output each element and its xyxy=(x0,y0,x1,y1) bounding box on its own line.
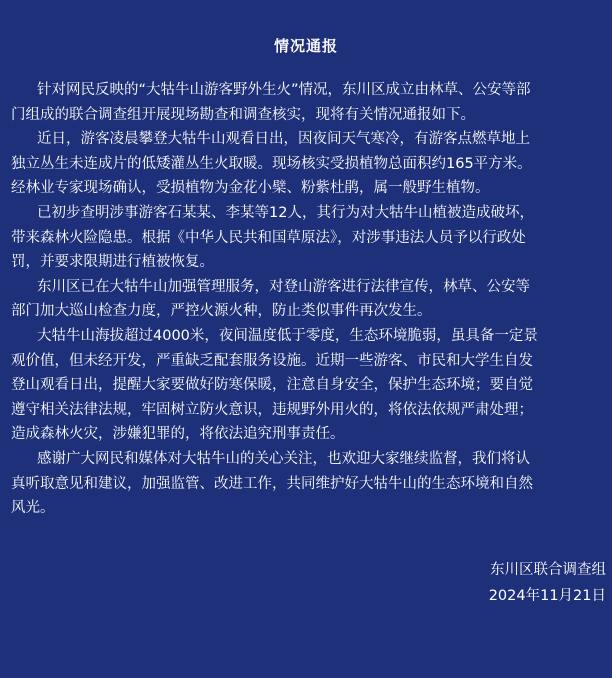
paragraph-line: 独立丛生未连成片的低矮灌丛生火取暖。现场核实受损植物总面积约165平方米。 xyxy=(11,155,532,172)
paragraph-line: 真听取意见和建议，加强监管、改进工作，共同维护好大牯牛山的生态环境和自然 xyxy=(11,475,533,492)
paragraph-line: 登山观看日出，提醒大家要做好防寒保暖，注意自身安全，保护生态环境；要自觉 xyxy=(11,377,533,394)
paragraph-line: 风光。 xyxy=(11,500,55,517)
paragraph-line: 带来森林火险隐患。根据《中华人民共和国草原法》，对涉事违法人员予以行政处 xyxy=(11,229,526,246)
signature-date: 2024年11月21日 xyxy=(488,588,606,604)
signature-org: 东川区联合调查组 xyxy=(490,562,606,578)
paragraph-line: 近日，游客凌晨攀登大牯牛山观看日出，因夜间天气寒冷，有游客点燃草地上 xyxy=(37,131,530,148)
paragraph-line: 东川区已在大牯牛山加强管理服务，对登山游客进行法律宣传，林草、公安等 xyxy=(37,278,530,295)
paragraph-line: 针对网民反映的“大牯牛山游客野外生火”情况，东川区成立由林草、公安等部 xyxy=(37,82,531,98)
paragraph-thanks xyxy=(0,447,612,521)
paragraph-incident xyxy=(0,127,612,201)
paragraph-penalty xyxy=(0,201,612,275)
paragraph-line: 部门加大巡山检查力度，严控火源火种，防止类似事件再次发生。 xyxy=(11,303,432,320)
paragraph-line: 已初步查明涉事游客石某某、李某等12人，其行为对大牯牛山植被造成破坏， xyxy=(37,204,534,221)
paragraph-management xyxy=(0,275,612,324)
paragraph-line: 遵守相关法律法规，牢固树立防火意识，违规野外用火的，将依法依规严肃处理； xyxy=(11,401,533,418)
paragraph-line: 罚，并要求限期进行植被恢复。 xyxy=(11,254,214,271)
signature-block xyxy=(489,557,606,609)
paragraph-safety-reminder xyxy=(0,324,612,447)
paragraph-line: 门组成的联合调查组开展现场勘查和调查核实，现将有关情况通报如下。 xyxy=(11,106,475,123)
paragraph-line: 观价值，但未经开发，严重缺乏配套服务设施。近期一些游客、市民和大学生自发 xyxy=(11,352,533,369)
paragraph-intro xyxy=(0,78,612,127)
paragraph-line: 大牯牛山海拔超过4000米，夜间温度低于零度，生态环境脆弱，虽具备一定景 xyxy=(37,327,538,344)
notice-title: 情况通报 xyxy=(273,37,338,55)
notice-body xyxy=(0,78,612,521)
paragraph-line: 造成森林火灾，涉嫌犯罪的，将依法追究刑事责任。 xyxy=(11,426,345,443)
paragraph-line: 感谢广大网民和媒体对大牯牛山的关心关注，也欢迎大家继续监督，我们将认 xyxy=(37,450,530,467)
paragraph-line: 经林业专家现场确认，受损植物为金花小檗、粉紫杜鹃，属一般野生植物。 xyxy=(11,180,490,197)
